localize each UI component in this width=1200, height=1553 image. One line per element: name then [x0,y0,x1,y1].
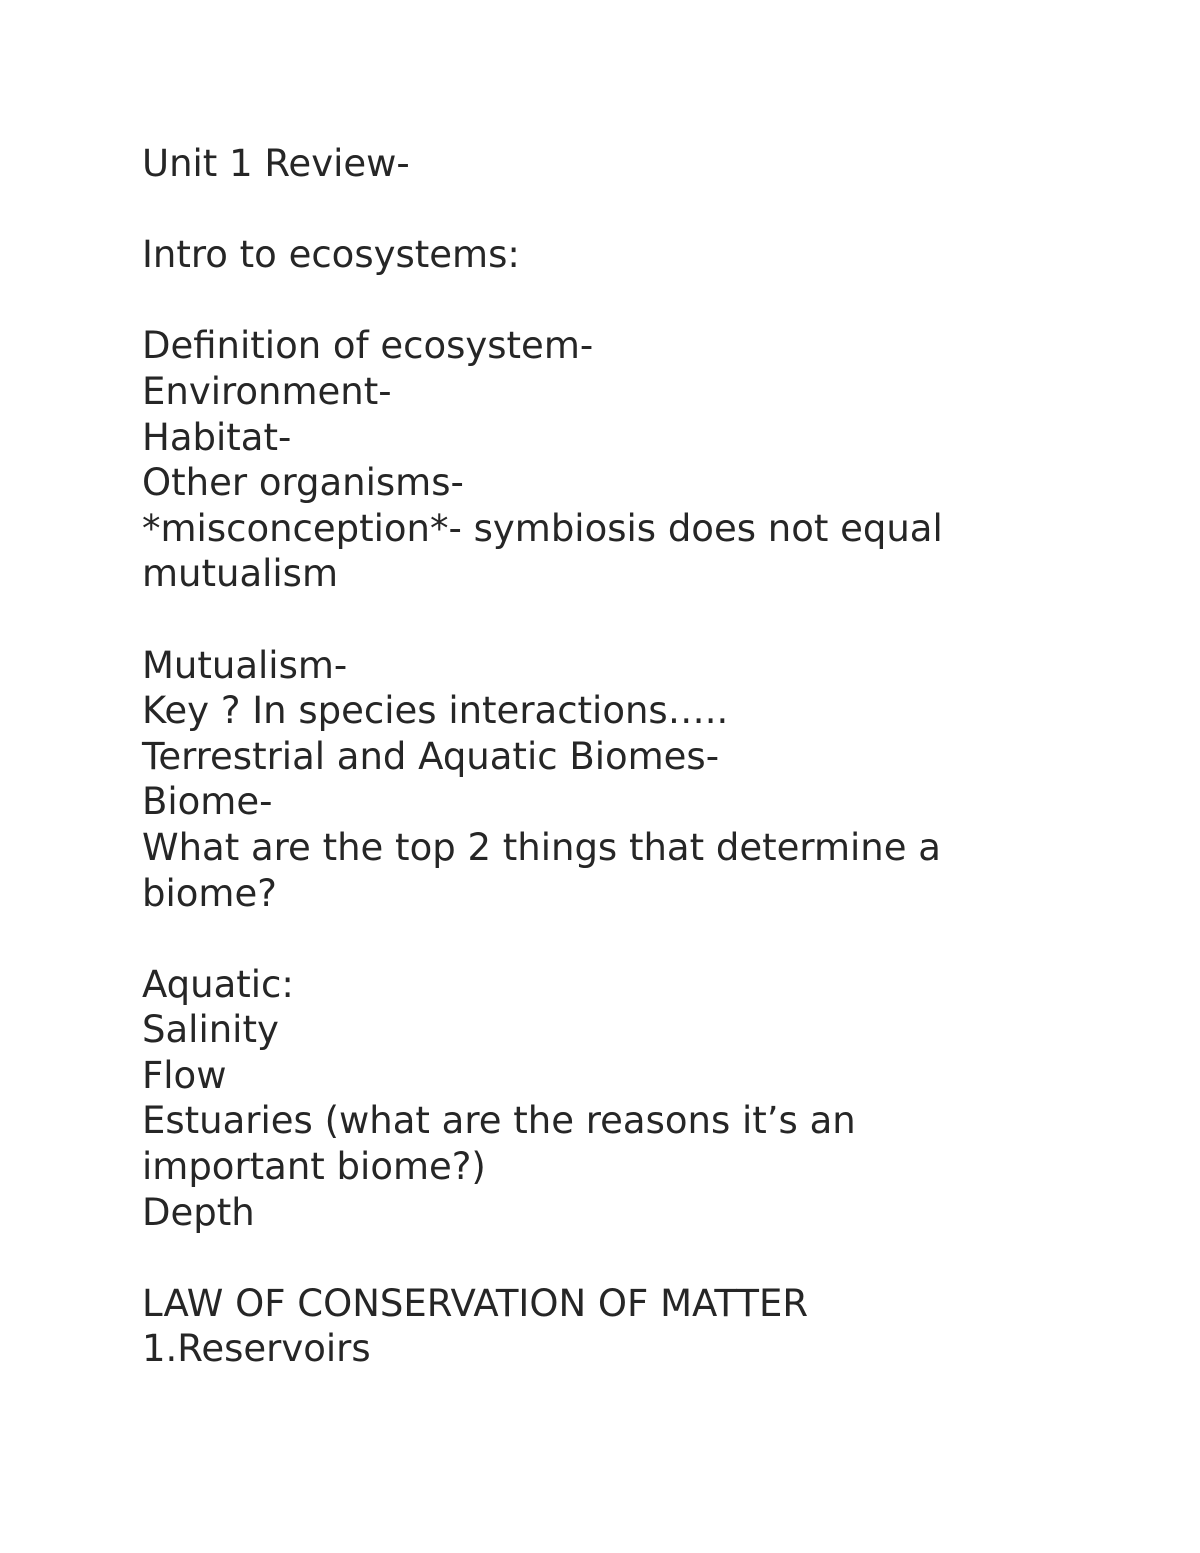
text-line: Estuaries (what are the reasons it’s an [142,1099,856,1143]
text-line: *misconception*- symbiosis does not equal [142,506,943,550]
text-line: important biome?) [142,1145,486,1189]
text-line: Salinity [142,1008,279,1052]
text-line: 1.Reservoirs [142,1327,371,1371]
blank-line [142,916,1042,962]
text-line: Depth [142,1190,255,1234]
section-heading-intro: Intro to ecosystems: [142,233,520,277]
text-line: Biome- [142,780,273,824]
text-line: Flow [142,1053,227,1097]
text-line: LAW OF CONSERVATION OF MATTER [142,1281,809,1325]
text-line: Terrestrial and Aquatic Biomes- [142,734,720,778]
blank-line [142,1235,1042,1281]
blank-line [142,278,1042,324]
text-line: Other organisms- [142,461,464,505]
document-title: Unit 1 Review- [142,142,410,185]
blank-line [142,187,1042,233]
text-line: Environment- [142,369,392,413]
text-line: Aquatic: [142,962,294,1006]
text-line: Key ? In species interactions….. [142,689,729,733]
text-line: Mutualism- [142,643,348,687]
document-body [142,141,1042,1372]
text-line: Definition of ecosystem- [142,324,594,368]
text-line: mutualism [142,552,339,596]
blank-line [142,597,1042,643]
text-line: What are the top 2 things that determine a [142,825,941,869]
text-line: biome? [142,871,277,915]
text-line: Habitat- [142,415,292,459]
